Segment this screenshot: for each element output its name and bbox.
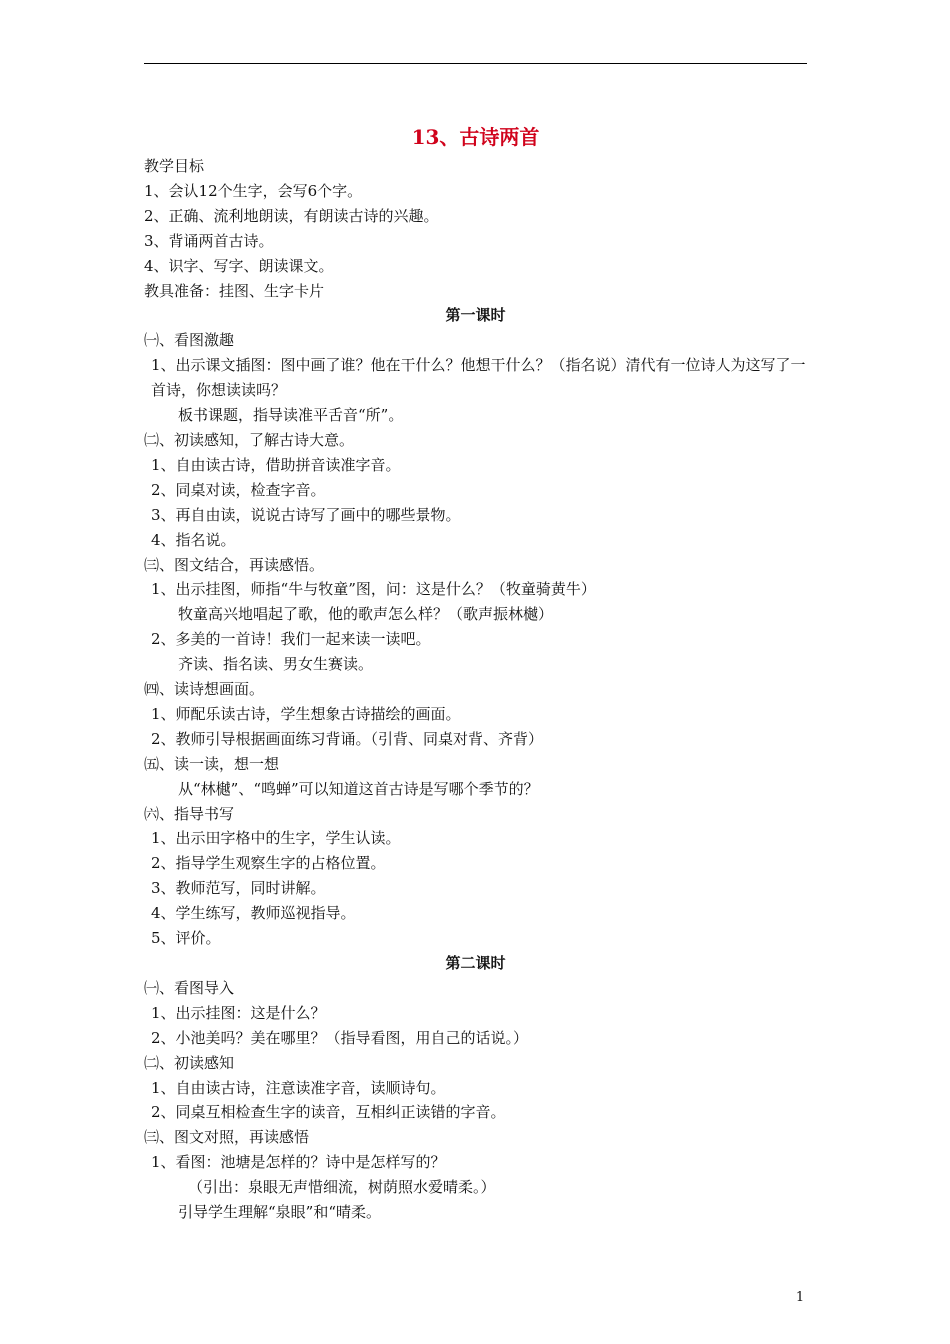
objective-line: 3、背诵两首古诗。 bbox=[144, 231, 274, 250]
lesson1-heading: 第一课时 bbox=[445, 306, 506, 325]
lesson-line: 1、出示挂图，师指“牛与牧童”图，问：这是什么？（牧童骑黄牛） bbox=[151, 580, 596, 599]
lesson-line: ㈡、初读感知，了解古诗大意。 bbox=[144, 430, 355, 449]
lesson-line: 1、出示课文插图：图中画了谁？他在干什么？他想干什么？（指名说）清代有一位诗人为这写了一首诗，你想读读吗？ bbox=[151, 356, 806, 400]
lesson-line: 2、同桌对读，检查字音。 bbox=[151, 480, 326, 499]
lesson-line: 2、多美的一首诗！我们一起来读一读吧。 bbox=[151, 630, 431, 649]
objectives-section bbox=[144, 154, 807, 303]
lesson-line: 齐读、指名读、男女生赛读。 bbox=[178, 655, 374, 674]
lesson-line: 1、师配乐读古诗，学生想象古诗描绘的画面。 bbox=[151, 704, 461, 723]
lesson-line: 1、自由读古诗，借助拼音读准字音。 bbox=[151, 455, 401, 474]
lesson-line: ㈠、看图激趣 bbox=[144, 331, 235, 350]
lesson-line: 2、指导学生观察生字的占格位置。 bbox=[151, 854, 386, 873]
lesson-line: 1、出示田字格中的生字，学生认读。 bbox=[151, 829, 401, 848]
objective-line: 1、会认12个生字，会写6个字。 bbox=[144, 181, 363, 200]
lesson-line: 板书课题，指导读准平舌音“所”。 bbox=[178, 406, 404, 425]
lesson-line: 1、出示挂图：这是什么？ bbox=[151, 1003, 326, 1022]
page-number: 1 bbox=[795, 1290, 805, 1305]
document-body bbox=[144, 120, 807, 1225]
lesson-line: 4、学生练写，教师巡视指导。 bbox=[151, 904, 356, 923]
objective-line: 2、正确、流利地朗读，有朗读古诗的兴趣。 bbox=[144, 206, 439, 225]
lesson-line: 从“林樾”、“鸣蝉”可以知道这首古诗是写哪个季节的？ bbox=[178, 779, 539, 798]
lesson-line: 4、指名说。 bbox=[151, 530, 236, 549]
lesson-line: 3、再自由读，说说古诗写了画中的哪些景物。 bbox=[151, 505, 461, 524]
lesson-line: ㈢、图文对照，再读感悟 bbox=[144, 1128, 310, 1147]
lesson-line: 5、评价。 bbox=[151, 929, 221, 948]
lesson-line: ㈣、读诗想画面。 bbox=[144, 680, 265, 699]
lesson-line: 2、教师引导根据画面练习背诵。（引背、同桌对背、齐背） bbox=[151, 729, 544, 748]
lesson-line: 2、小池美吗？美在哪里？（指导看图，用自己的话说。） bbox=[151, 1028, 529, 1047]
lesson-line: （引出：泉眼无声惜细流，树荫照水爱晴柔。） bbox=[188, 1178, 496, 1197]
lesson2-heading: 第二课时 bbox=[445, 954, 506, 972]
page-title: 13、古诗两首 bbox=[411, 125, 540, 149]
objective-line: 教学目标 bbox=[144, 157, 205, 175]
lesson1-section bbox=[144, 328, 807, 951]
lesson2-section bbox=[144, 976, 807, 1225]
lesson-line: 3、教师范写，同时讲解。 bbox=[151, 879, 326, 898]
lesson-line: ㈢、图文结合，再读感悟。 bbox=[144, 555, 325, 574]
lesson-line: 1、自由读古诗，注意读准字音，读顺诗句。 bbox=[151, 1078, 446, 1097]
lesson-line: 1、看图：池塘是怎样的？诗中是怎样写的？ bbox=[151, 1153, 446, 1172]
lesson-line: ㈤、读一读，想一想 bbox=[144, 754, 280, 773]
lesson-line: 牧童高兴地唱起了歌，他的歌声怎么样？（歌声振林樾） bbox=[178, 605, 554, 624]
objective-line: 教具准备：挂图、生字卡片 bbox=[144, 281, 325, 300]
lesson-line: 2、同桌互相检查生字的读音，互相纠正读错的字音。 bbox=[151, 1103, 506, 1122]
objective-line: 4、识字、写字、朗读课文。 bbox=[144, 256, 334, 275]
lesson-line: ㈠、看图导入 bbox=[144, 978, 235, 997]
lesson-line: ㈥、指导书写 bbox=[144, 804, 235, 823]
lesson-line: 引导学生理解“泉眼”和“晴柔。 bbox=[178, 1203, 382, 1222]
header-rule bbox=[144, 63, 807, 64]
lesson-line: ㈡、初读感知 bbox=[144, 1053, 235, 1072]
